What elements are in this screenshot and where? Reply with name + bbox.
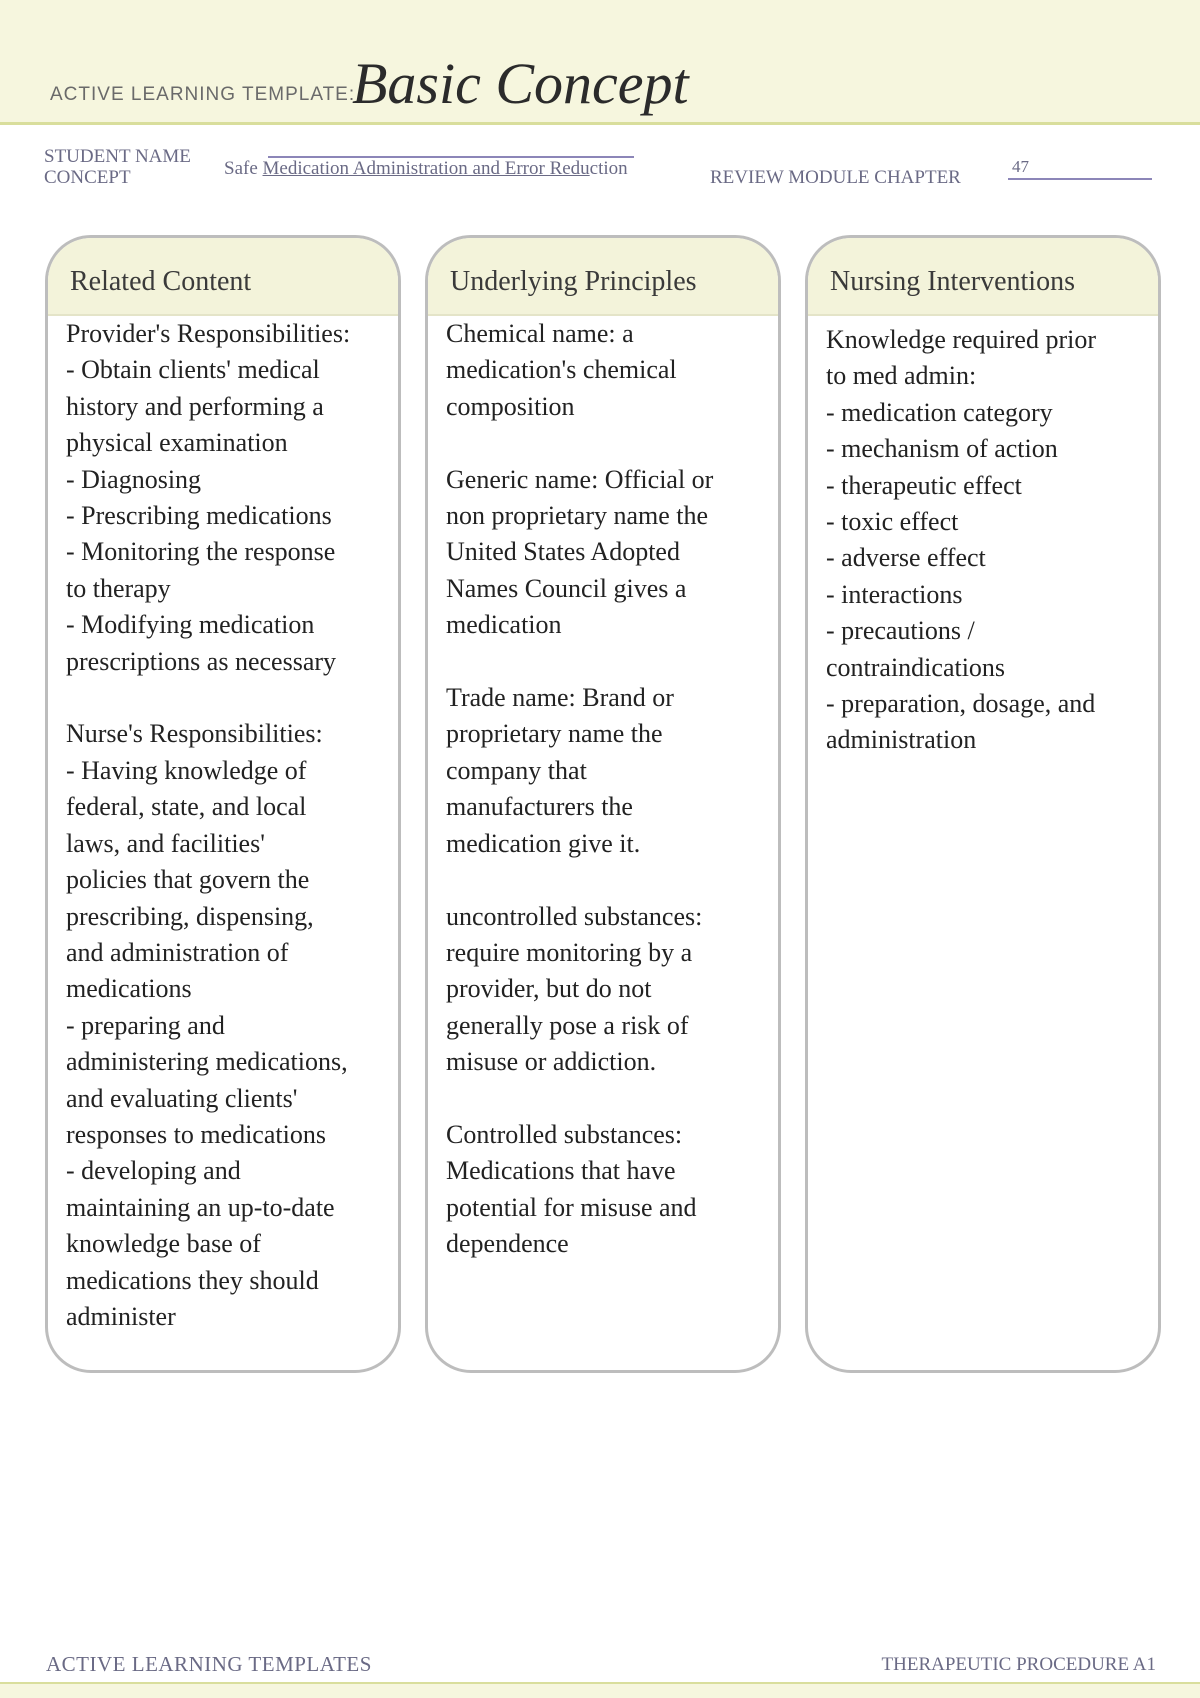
panel-nursing-interventions — [805, 235, 1161, 1373]
chapter-underline — [1008, 178, 1152, 180]
chapter-field[interactable]: 47 — [1012, 157, 1029, 176]
nursing-interventions-text[interactable]: Knowledge required prior to med admin: - medication category - mechanism of action - therapeutic effect - toxic effect - adverse effect - interactions - precautions / contraindications - preparation, dosage, and administration — [826, 325, 1097, 755]
student-name-label: STUDENT NAME — [44, 146, 191, 167]
page-title: Basic Concept — [352, 51, 689, 116]
concept-value-main: Medication Administration and Error Redu — [262, 158, 590, 179]
concept-value-tail: ction — [589, 158, 628, 179]
panel-title-underlying-principles: Underlying Principles — [428, 238, 778, 316]
concept-underline — [268, 156, 634, 158]
review-module-label: REVIEW MODULE CHAPTER — [710, 167, 961, 188]
panel-title-nursing-interventions: Nursing Interventions — [808, 238, 1158, 316]
template-label: ACTIVE LEARNING TEMPLATE: — [50, 84, 356, 105]
panel-title-related-content: Related Content — [48, 238, 398, 316]
concept-field[interactable] — [224, 158, 628, 180]
concept-value-lead: Safe — [224, 158, 263, 179]
footer-series-label: ACTIVE LEARNING TEMPLATES — [46, 1652, 372, 1676]
panel-related-content — [45, 235, 401, 1373]
concept-label: CONCEPT — [44, 167, 131, 188]
related-content-text[interactable]: Provider's Responsibilities: - Obtain clients' medical history and performing a physical examination - Diagnosing - Prescribing medications - Monitoring the response to therapy - Modifying medication prescriptions as necessary Nurse's Responsibilities: - Having knowledge of federal, state, and local laws, and facilities' policies that govern the prescribing, dispensing, and administration of medications - preparing and administering medications, and evaluating clients' responses to medications - developing and maintaining an up-to-date knowledge base of medications they should administer — [66, 319, 351, 1331]
panel-underlying-principles — [425, 235, 781, 1373]
footer-category-label: THERAPEUTIC PROCEDURE A1 — [881, 1654, 1156, 1675]
underlying-principles-text[interactable]: Chemical name: a medication's chemical composition Generic name: Official or non proprietary name the United States Adopted Names Council gives a medication Trade name: Brand or proprietary name the company that manufacturers the medication give it. uncontrolled substances: require monitoring by a provider, but do not generally pose a risk of misuse or addiction. Controlled substances: Medications that have potential for misuse and dependence — [446, 319, 714, 1259]
header-band — [0, 0, 1200, 125]
